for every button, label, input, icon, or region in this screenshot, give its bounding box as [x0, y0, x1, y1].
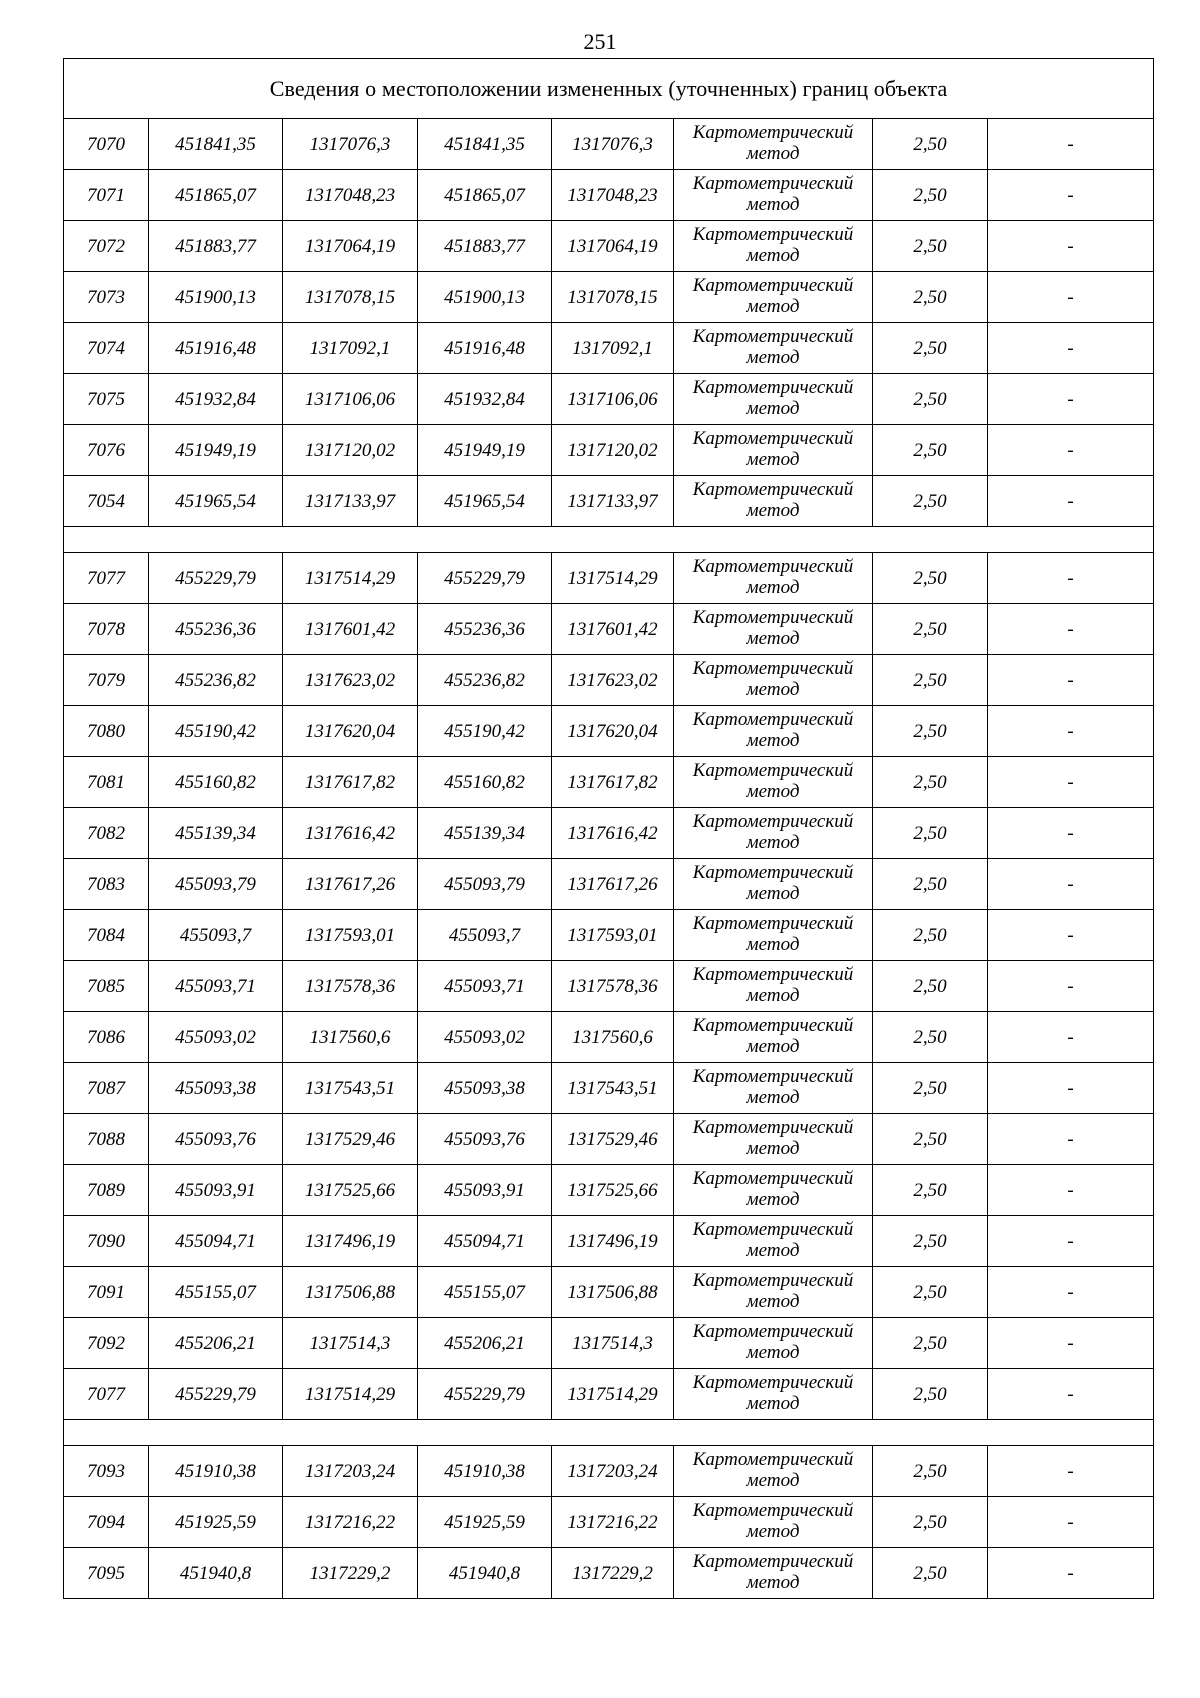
table-row [64, 323, 1154, 374]
point-number-cell: 7089 [64, 1165, 149, 1216]
accuracy-cell: 2,50 [873, 553, 988, 604]
x-coordinate-existing-cell: 455093,91 [149, 1165, 283, 1216]
table-row [64, 1012, 1154, 1063]
method-cell [674, 757, 873, 808]
y-coordinate-existing-cell: 1317514,3 [283, 1318, 418, 1369]
method-text: Картометрический метод [692, 1117, 854, 1159]
x-coordinate-specified-cell: 451910,38 [418, 1446, 552, 1497]
accuracy-cell: 2,50 [873, 604, 988, 655]
table-row [64, 706, 1154, 757]
method-text: Картометрический метод [692, 377, 854, 419]
y-coordinate-specified-cell: 1317092,1 [552, 323, 674, 374]
table-row [64, 119, 1154, 170]
method-text: Картометрический метод [692, 173, 854, 215]
method-cell [674, 655, 873, 706]
y-coordinate-specified-cell: 1317601,42 [552, 604, 674, 655]
x-coordinate-existing-cell: 451925,59 [149, 1497, 283, 1548]
point-number-cell: 7081 [64, 757, 149, 808]
table-row [64, 961, 1154, 1012]
method-text: Картометрический метод [692, 1270, 854, 1312]
y-coordinate-specified-cell: 1317617,82 [552, 757, 674, 808]
method-cell [674, 553, 873, 604]
point-number-cell: 7088 [64, 1114, 149, 1165]
table-row [64, 1267, 1154, 1318]
x-coordinate-specified-cell: 451865,07 [418, 170, 552, 221]
method-cell [674, 859, 873, 910]
y-coordinate-specified-cell: 1317623,02 [552, 655, 674, 706]
y-coordinate-specified-cell: 1317560,6 [552, 1012, 674, 1063]
method-cell [674, 1369, 873, 1420]
x-coordinate-specified-cell: 455236,82 [418, 655, 552, 706]
y-coordinate-specified-cell: 1317514,29 [552, 1369, 674, 1420]
table-row [64, 553, 1154, 604]
y-coordinate-specified-cell: 1317620,04 [552, 706, 674, 757]
table-row [64, 1318, 1154, 1369]
y-coordinate-existing-cell: 1317514,29 [283, 553, 418, 604]
method-text: Картометрический метод [692, 862, 854, 904]
method-text: Картометрический метод [692, 1015, 854, 1057]
note-cell: - [988, 604, 1154, 655]
method-cell [674, 1318, 873, 1369]
note-cell: - [988, 808, 1154, 859]
method-cell [674, 1446, 873, 1497]
y-coordinate-existing-cell: 1317064,19 [283, 221, 418, 272]
point-number-cell: 7082 [64, 808, 149, 859]
accuracy-cell: 2,50 [873, 1548, 988, 1599]
y-coordinate-existing-cell: 1317106,06 [283, 374, 418, 425]
y-coordinate-specified-cell: 1317106,06 [552, 374, 674, 425]
table-row [64, 272, 1154, 323]
point-number-cell: 7092 [64, 1318, 149, 1369]
table-body [64, 59, 1154, 1599]
note-cell: - [988, 1267, 1154, 1318]
accuracy-cell: 2,50 [873, 1114, 988, 1165]
accuracy-cell: 2,50 [873, 655, 988, 706]
point-number-cell: 7084 [64, 910, 149, 961]
y-coordinate-specified-cell: 1317064,19 [552, 221, 674, 272]
x-coordinate-specified-cell: 455093,71 [418, 961, 552, 1012]
method-text: Картометрический метод [692, 709, 854, 751]
note-cell: - [988, 1063, 1154, 1114]
group-separator-row [64, 527, 1154, 553]
table-row [64, 476, 1154, 527]
method-cell [674, 961, 873, 1012]
method-cell [674, 1267, 873, 1318]
method-cell [674, 170, 873, 221]
accuracy-cell: 2,50 [873, 1446, 988, 1497]
method-cell [674, 272, 873, 323]
point-number-cell: 7075 [64, 374, 149, 425]
coordinates-table [63, 58, 1154, 1599]
table-row [64, 1216, 1154, 1267]
x-coordinate-specified-cell: 455236,36 [418, 604, 552, 655]
table-row [64, 374, 1154, 425]
note-cell: - [988, 476, 1154, 527]
method-cell [674, 119, 873, 170]
x-coordinate-existing-cell: 455229,79 [149, 553, 283, 604]
y-coordinate-existing-cell: 1317514,29 [283, 1369, 418, 1420]
table-row [64, 1369, 1154, 1420]
y-coordinate-specified-cell: 1317543,51 [552, 1063, 674, 1114]
x-coordinate-specified-cell: 455206,21 [418, 1318, 552, 1369]
method-text: Картометрический метод [692, 1372, 854, 1414]
note-cell: - [988, 859, 1154, 910]
y-coordinate-specified-cell: 1317076,3 [552, 119, 674, 170]
accuracy-cell: 2,50 [873, 1216, 988, 1267]
x-coordinate-existing-cell: 455236,36 [149, 604, 283, 655]
point-number-cell: 7090 [64, 1216, 149, 1267]
accuracy-cell: 2,50 [873, 1318, 988, 1369]
x-coordinate-existing-cell: 455139,34 [149, 808, 283, 859]
table-row [64, 425, 1154, 476]
method-cell [674, 425, 873, 476]
table-row [64, 757, 1154, 808]
method-cell [674, 706, 873, 757]
y-coordinate-specified-cell: 1317525,66 [552, 1165, 674, 1216]
method-text: Картометрический метод [692, 122, 854, 164]
note-cell: - [988, 374, 1154, 425]
x-coordinate-specified-cell: 451925,59 [418, 1497, 552, 1548]
point-number-cell: 7083 [64, 859, 149, 910]
y-coordinate-existing-cell: 1317216,22 [283, 1497, 418, 1548]
x-coordinate-existing-cell: 455093,79 [149, 859, 283, 910]
y-coordinate-existing-cell: 1317560,6 [283, 1012, 418, 1063]
method-cell [674, 1165, 873, 1216]
note-cell: - [988, 1497, 1154, 1548]
y-coordinate-specified-cell: 1317514,29 [552, 553, 674, 604]
note-cell: - [988, 170, 1154, 221]
accuracy-cell: 2,50 [873, 808, 988, 859]
accuracy-cell: 2,50 [873, 1497, 988, 1548]
x-coordinate-existing-cell: 451910,38 [149, 1446, 283, 1497]
method-cell [674, 808, 873, 859]
method-cell [674, 1216, 873, 1267]
method-text: Картометрический метод [692, 1449, 854, 1491]
table-row [64, 1114, 1154, 1165]
y-coordinate-existing-cell: 1317617,82 [283, 757, 418, 808]
y-coordinate-existing-cell: 1317076,3 [283, 119, 418, 170]
x-coordinate-specified-cell: 455160,82 [418, 757, 552, 808]
method-cell [674, 1497, 873, 1548]
y-coordinate-specified-cell: 1317120,02 [552, 425, 674, 476]
x-coordinate-existing-cell: 455229,79 [149, 1369, 283, 1420]
method-text: Картометрический метод [692, 224, 854, 266]
accuracy-cell: 2,50 [873, 272, 988, 323]
y-coordinate-existing-cell: 1317593,01 [283, 910, 418, 961]
y-coordinate-specified-cell: 1317616,42 [552, 808, 674, 859]
group-separator-cell [64, 1420, 1154, 1446]
note-cell: - [988, 1446, 1154, 1497]
accuracy-cell: 2,50 [873, 119, 988, 170]
point-number-cell: 7095 [64, 1548, 149, 1599]
x-coordinate-existing-cell: 455094,71 [149, 1216, 283, 1267]
table-row [64, 1165, 1154, 1216]
x-coordinate-existing-cell: 455093,71 [149, 961, 283, 1012]
y-coordinate-existing-cell: 1317229,2 [283, 1548, 418, 1599]
point-number-cell: 7054 [64, 476, 149, 527]
point-number-cell: 7076 [64, 425, 149, 476]
group-separator-cell [64, 527, 1154, 553]
y-coordinate-specified-cell: 1317617,26 [552, 859, 674, 910]
table-row [64, 859, 1154, 910]
y-coordinate-existing-cell: 1317578,36 [283, 961, 418, 1012]
method-text: Картометрический метод [692, 1066, 854, 1108]
method-text: Картометрический метод [692, 1551, 854, 1593]
point-number-cell: 7071 [64, 170, 149, 221]
x-coordinate-specified-cell: 455229,79 [418, 1369, 552, 1420]
table-row [64, 1063, 1154, 1114]
x-coordinate-existing-cell: 451916,48 [149, 323, 283, 374]
point-number-cell: 7087 [64, 1063, 149, 1114]
method-text: Картометрический метод [692, 1219, 854, 1261]
method-text: Картометрический метод [692, 326, 854, 368]
y-coordinate-existing-cell: 1317620,04 [283, 706, 418, 757]
point-number-cell: 7078 [64, 604, 149, 655]
y-coordinate-specified-cell: 1317229,2 [552, 1548, 674, 1599]
x-coordinate-existing-cell: 455093,76 [149, 1114, 283, 1165]
x-coordinate-specified-cell: 455190,42 [418, 706, 552, 757]
accuracy-cell: 2,50 [873, 1267, 988, 1318]
method-text: Картометрический метод [692, 964, 854, 1006]
x-coordinate-specified-cell: 451916,48 [418, 323, 552, 374]
method-cell [674, 323, 873, 374]
y-coordinate-existing-cell: 1317048,23 [283, 170, 418, 221]
x-coordinate-specified-cell: 455155,07 [418, 1267, 552, 1318]
note-cell: - [988, 1012, 1154, 1063]
point-number-cell: 7094 [64, 1497, 149, 1548]
method-cell [674, 910, 873, 961]
method-text: Картометрический метод [692, 1168, 854, 1210]
accuracy-cell: 2,50 [873, 425, 988, 476]
x-coordinate-existing-cell: 455093,02 [149, 1012, 283, 1063]
y-coordinate-existing-cell: 1317617,26 [283, 859, 418, 910]
note-cell: - [988, 910, 1154, 961]
x-coordinate-existing-cell: 455093,7 [149, 910, 283, 961]
method-text: Картометрический метод [692, 658, 854, 700]
accuracy-cell: 2,50 [873, 757, 988, 808]
x-coordinate-specified-cell: 451949,19 [418, 425, 552, 476]
group-separator-row [64, 1420, 1154, 1446]
y-coordinate-specified-cell: 1317593,01 [552, 910, 674, 961]
y-coordinate-specified-cell: 1317133,97 [552, 476, 674, 527]
table-row [64, 655, 1154, 706]
note-cell: - [988, 221, 1154, 272]
y-coordinate-existing-cell: 1317601,42 [283, 604, 418, 655]
note-cell: - [988, 323, 1154, 374]
method-cell [674, 604, 873, 655]
table-row [64, 1548, 1154, 1599]
x-coordinate-existing-cell: 451900,13 [149, 272, 283, 323]
method-text: Картометрический метод [692, 275, 854, 317]
x-coordinate-existing-cell: 451940,8 [149, 1548, 283, 1599]
point-number-cell: 7073 [64, 272, 149, 323]
method-text: Картометрический метод [692, 913, 854, 955]
x-coordinate-specified-cell: 451900,13 [418, 272, 552, 323]
method-text: Картометрический метод [692, 811, 854, 853]
y-coordinate-specified-cell: 1317514,3 [552, 1318, 674, 1369]
x-coordinate-specified-cell: 455093,79 [418, 859, 552, 910]
note-cell: - [988, 1548, 1154, 1599]
point-number-cell: 7079 [64, 655, 149, 706]
point-number-cell: 7072 [64, 221, 149, 272]
note-cell: - [988, 272, 1154, 323]
point-number-cell: 7080 [64, 706, 149, 757]
page-number: 251 [583, 29, 617, 54]
y-coordinate-existing-cell: 1317623,02 [283, 655, 418, 706]
y-coordinate-existing-cell: 1317525,66 [283, 1165, 418, 1216]
point-number-cell: 7074 [64, 323, 149, 374]
x-coordinate-specified-cell: 451883,77 [418, 221, 552, 272]
method-cell [674, 1012, 873, 1063]
y-coordinate-existing-cell: 1317616,42 [283, 808, 418, 859]
note-cell: - [988, 1318, 1154, 1369]
method-text: Картометрический метод [692, 760, 854, 802]
accuracy-cell: 2,50 [873, 170, 988, 221]
x-coordinate-specified-cell: 455093,7 [418, 910, 552, 961]
x-coordinate-specified-cell: 455229,79 [418, 553, 552, 604]
y-coordinate-existing-cell: 1317078,15 [283, 272, 418, 323]
method-text: Картометрический метод [692, 607, 854, 649]
x-coordinate-existing-cell: 451949,19 [149, 425, 283, 476]
x-coordinate-existing-cell: 451865,07 [149, 170, 283, 221]
table-row [64, 1497, 1154, 1548]
x-coordinate-specified-cell: 451841,35 [418, 119, 552, 170]
x-coordinate-specified-cell: 451940,8 [418, 1548, 552, 1599]
y-coordinate-existing-cell: 1317506,88 [283, 1267, 418, 1318]
x-coordinate-specified-cell: 455093,76 [418, 1114, 552, 1165]
y-coordinate-existing-cell: 1317496,19 [283, 1216, 418, 1267]
accuracy-cell: 2,50 [873, 323, 988, 374]
point-number-cell: 7077 [64, 1369, 149, 1420]
x-coordinate-existing-cell: 451883,77 [149, 221, 283, 272]
point-number-cell: 7070 [64, 119, 149, 170]
x-coordinate-existing-cell: 455160,82 [149, 757, 283, 808]
x-coordinate-existing-cell: 451841,35 [149, 119, 283, 170]
y-coordinate-existing-cell: 1317120,02 [283, 425, 418, 476]
note-cell: - [988, 961, 1154, 1012]
x-coordinate-existing-cell: 451965,54 [149, 476, 283, 527]
y-coordinate-existing-cell: 1317092,1 [283, 323, 418, 374]
x-coordinate-specified-cell: 455139,34 [418, 808, 552, 859]
accuracy-cell: 2,50 [873, 1012, 988, 1063]
x-coordinate-specified-cell: 455093,38 [418, 1063, 552, 1114]
x-coordinate-existing-cell: 451932,84 [149, 374, 283, 425]
x-coordinate-specified-cell: 455093,91 [418, 1165, 552, 1216]
y-coordinate-existing-cell: 1317133,97 [283, 476, 418, 527]
y-coordinate-specified-cell: 1317078,15 [552, 272, 674, 323]
method-cell [674, 1548, 873, 1599]
note-cell: - [988, 1216, 1154, 1267]
table-row [64, 808, 1154, 859]
y-coordinate-existing-cell: 1317543,51 [283, 1063, 418, 1114]
accuracy-cell: 2,50 [873, 910, 988, 961]
y-coordinate-existing-cell: 1317529,46 [283, 1114, 418, 1165]
table-row [64, 1446, 1154, 1497]
method-cell [674, 374, 873, 425]
note-cell: - [988, 553, 1154, 604]
method-text: Картометрический метод [692, 479, 854, 521]
accuracy-cell: 2,50 [873, 1369, 988, 1420]
table-row [64, 170, 1154, 221]
method-text: Картометрический метод [692, 1321, 854, 1363]
y-coordinate-specified-cell: 1317506,88 [552, 1267, 674, 1318]
x-coordinate-existing-cell: 455093,38 [149, 1063, 283, 1114]
note-cell: - [988, 706, 1154, 757]
x-coordinate-existing-cell: 455155,07 [149, 1267, 283, 1318]
method-text: Картометрический метод [692, 1500, 854, 1542]
accuracy-cell: 2,50 [873, 1165, 988, 1216]
table-row [64, 221, 1154, 272]
method-cell [674, 1063, 873, 1114]
x-coordinate-existing-cell: 455206,21 [149, 1318, 283, 1369]
note-cell: - [988, 1165, 1154, 1216]
y-coordinate-existing-cell: 1317203,24 [283, 1446, 418, 1497]
accuracy-cell: 2,50 [873, 476, 988, 527]
point-number-cell: 7077 [64, 553, 149, 604]
note-cell: - [988, 425, 1154, 476]
method-text: Картометрический метод [692, 428, 854, 470]
point-number-cell: 7091 [64, 1267, 149, 1318]
accuracy-cell: 2,50 [873, 1063, 988, 1114]
point-number-cell: 7085 [64, 961, 149, 1012]
accuracy-cell: 2,50 [873, 961, 988, 1012]
table-header: Сведения о местоположении измененных (уточненных) границ объекта [64, 59, 1154, 119]
y-coordinate-specified-cell: 1317216,22 [552, 1497, 674, 1548]
note-cell: - [988, 655, 1154, 706]
point-number-cell: 7086 [64, 1012, 149, 1063]
accuracy-cell: 2,50 [873, 221, 988, 272]
y-coordinate-specified-cell: 1317203,24 [552, 1446, 674, 1497]
table-row [64, 604, 1154, 655]
note-cell: - [988, 1369, 1154, 1420]
accuracy-cell: 2,50 [873, 374, 988, 425]
x-coordinate-existing-cell: 455190,42 [149, 706, 283, 757]
x-coordinate-specified-cell: 455093,02 [418, 1012, 552, 1063]
table-row [64, 910, 1154, 961]
accuracy-cell: 2,50 [873, 706, 988, 757]
method-cell [674, 1114, 873, 1165]
method-cell [674, 476, 873, 527]
note-cell: - [988, 1114, 1154, 1165]
note-cell: - [988, 119, 1154, 170]
point-number-cell: 7093 [64, 1446, 149, 1497]
x-coordinate-specified-cell: 455094,71 [418, 1216, 552, 1267]
method-cell [674, 221, 873, 272]
method-text: Картометрический метод [692, 556, 854, 598]
accuracy-cell: 2,50 [873, 859, 988, 910]
y-coordinate-specified-cell: 1317578,36 [552, 961, 674, 1012]
y-coordinate-specified-cell: 1317496,19 [552, 1216, 674, 1267]
table-header-row [64, 59, 1154, 119]
y-coordinate-specified-cell: 1317048,23 [552, 170, 674, 221]
y-coordinate-specified-cell: 1317529,46 [552, 1114, 674, 1165]
x-coordinate-specified-cell: 451965,54 [418, 476, 552, 527]
x-coordinate-specified-cell: 451932,84 [418, 374, 552, 425]
note-cell: - [988, 757, 1154, 808]
x-coordinate-existing-cell: 455236,82 [149, 655, 283, 706]
